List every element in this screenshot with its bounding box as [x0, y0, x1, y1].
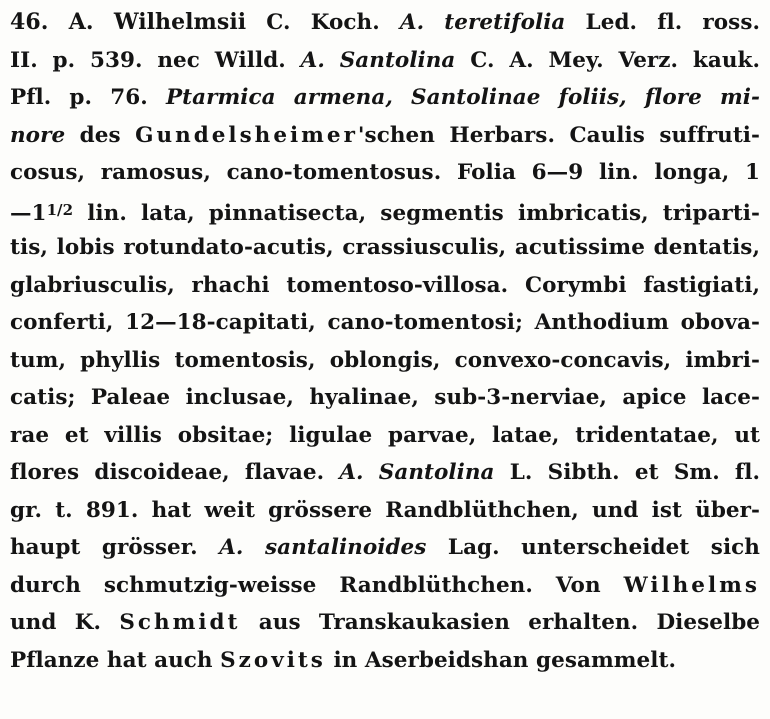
text-run: gr. t. 891. hat weit grössere Randblüthchen, und ist über- [10, 497, 760, 523]
text-line [10, 567, 760, 605]
italic-text: A. Santolina [339, 460, 495, 485]
text-line [10, 379, 760, 417]
text-run: C. Koch. [246, 10, 400, 35]
italic-text: nore [10, 122, 66, 148]
italic-text: A. Santolina [300, 47, 456, 73]
text-block [10, 4, 760, 679]
text-line [10, 192, 760, 230]
text-line [10, 154, 760, 192]
text-line [10, 642, 760, 680]
text-run: Pflanze hat auch [10, 647, 221, 673]
text-run: conferti, 12—18-capitati, cano-tomentosi; Anthodium obova- [10, 310, 760, 335]
text-line [10, 417, 760, 455]
italic-text: A. teretifolia [399, 10, 566, 35]
fraction-text: 1/2 [46, 200, 74, 219]
text-run: aus Transkaukasien erhalten. Dieselbe [240, 610, 760, 635]
text-line [10, 529, 760, 567]
text-line [10, 604, 760, 642]
text-run: catis; Paleae inclusae, hyalinae, sub-3-nerviae, apice lace- [10, 385, 760, 410]
text-run: flores discoideae, flavae. [10, 460, 340, 485]
text-run: Led. fl. ross. [565, 10, 760, 35]
text-run: Lag. unterscheidet sich [426, 535, 760, 560]
spaced-name-text: Gundelsheimer [135, 122, 358, 148]
italic-text: Ptarmica armena, Santolinae foliis, flore mi- [165, 85, 760, 110]
text-run: 46. A. Wilhelmsii [10, 9, 247, 35]
text-line [10, 492, 760, 530]
text-line [10, 267, 760, 305]
text-run: tum, phyllis tomentosis, oblongis, convexo-concavis, imbri- [10, 347, 760, 373]
text-run: cosus, ramosus, cano-tomentosus. Folia 6—9 lin. longa, 1 [10, 160, 760, 185]
italic-text: A. santalinoides [219, 535, 427, 560]
text-run: II. p. 539. nec Willd. [10, 47, 301, 73]
text-run: durch schmutzig-weisse Randblüthchen. Von [10, 572, 624, 598]
text-line [10, 117, 760, 155]
text-line [10, 304, 760, 342]
text-run: —1 [10, 200, 47, 226]
spaced-name-text: Szovits [220, 647, 326, 673]
text-run: 'schen Herbars. Caulis suffruti- [357, 122, 760, 148]
text-run: glabriusculis, rhachi tomentoso-villosa. Corymbi fastigiati, [10, 272, 760, 298]
text-line [10, 342, 760, 380]
text-run: C. A. Mey. Verz. kauk. [455, 47, 760, 73]
text-run: L. Sibth. et Sm. fl. [494, 460, 760, 485]
text-run: Pfl. p. 76. [10, 85, 166, 110]
text-run: tis, lobis rotundato-acutis, crassiusculis, acutissime dentatis, [10, 235, 760, 260]
text-line [10, 42, 760, 80]
text-run: in Aserbeidshan gesammelt. [325, 647, 677, 673]
spaced-name-text: Wilhelms [623, 572, 760, 598]
text-line [10, 229, 760, 267]
spaced-name-text: Schmidt [119, 610, 241, 635]
text-run: rae et villis obsitae; ligulae parvae, latae, tridentatae, ut [10, 422, 760, 448]
text-line [10, 454, 760, 492]
text-line [10, 79, 760, 117]
text-run: haupt grösser. [10, 535, 220, 560]
text-line [10, 4, 760, 42]
text-run: lin. lata, pinnatisecta, segmentis imbricatis, triparti- [73, 200, 760, 226]
text-run: und K. [10, 610, 120, 635]
text-run: des [65, 122, 136, 148]
